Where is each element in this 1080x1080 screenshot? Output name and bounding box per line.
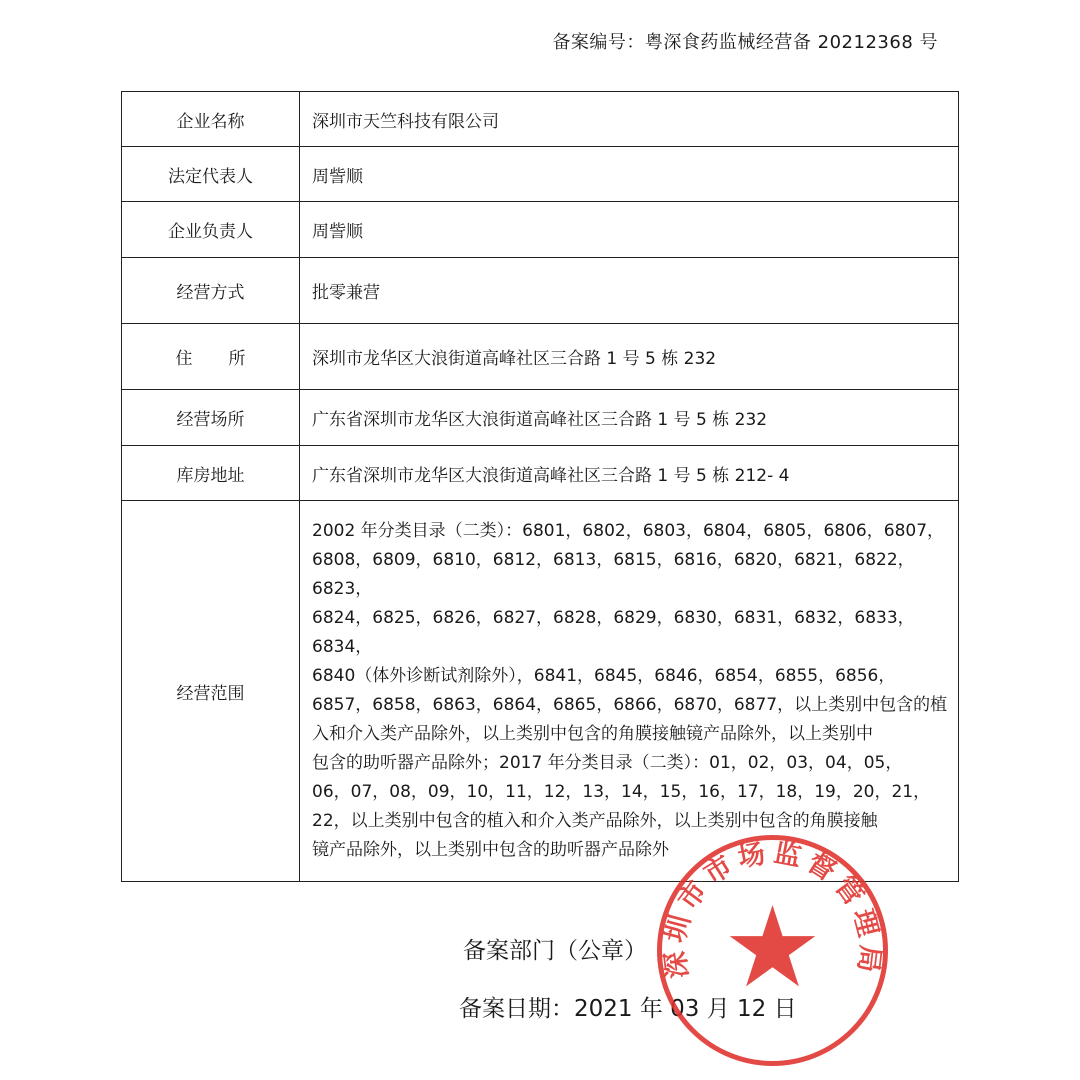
table-row-scope bbox=[122, 501, 959, 882]
scope-line: 镜产品除外，以上类别中包含的助听器产品除外 bbox=[312, 840, 669, 860]
scope-line: 2002 年分类目录（二类）：6801，6802，6803，6804，6805，6806，6807， bbox=[312, 521, 945, 541]
table-row bbox=[122, 147, 959, 202]
scope-line: 06，07，08，09，10，11，12，13，14，15，16，17，18，19，20，21， bbox=[312, 782, 931, 802]
table-row bbox=[122, 202, 959, 258]
scope-line: 6857，6858，6863，6864，6865，6866，6870，6877，以上类别中包含的植 bbox=[312, 695, 948, 715]
scope-line: 6808，6809，6810，6812，6813，6815，6816，6820，6821，6822，6823， bbox=[312, 550, 915, 599]
row-label: 法定代表人 bbox=[122, 147, 300, 202]
row-label: 企业名称 bbox=[122, 92, 300, 147]
business-scope bbox=[300, 501, 959, 882]
seal-text: 深圳市市场监督管理局 bbox=[659, 837, 886, 981]
row-value: 深圳市天竺科技有限公司 bbox=[300, 92, 959, 147]
row-label: 经营范围 bbox=[122, 501, 300, 882]
row-value: 深圳市龙华区大浪街道高峰社区三合路 1 号 5 栋 232 bbox=[300, 324, 959, 390]
row-label: 企业负责人 bbox=[122, 202, 300, 258]
row-label: 经营场所 bbox=[122, 390, 300, 446]
row-value: 批零兼营 bbox=[300, 258, 959, 324]
row-value: 广东省深圳市龙华区大浪街道高峰社区三合路 1 号 5 栋 232 bbox=[300, 390, 959, 446]
star-icon bbox=[730, 905, 816, 986]
filing-department: 备案部门（公章） bbox=[463, 938, 647, 964]
row-value: 周訾顺 bbox=[300, 147, 959, 202]
scope-line: 包含的助听器产品除外；2017 年分类目录（二类）：01，02，03，04，05， bbox=[312, 753, 903, 773]
scope-line: 22，以上类别中包含的植入和介入类产品除外，以上类别中包含的角膜接触 bbox=[312, 811, 878, 831]
table-row bbox=[122, 258, 959, 324]
row-label-text: 住所 bbox=[175, 349, 282, 369]
table-row bbox=[122, 324, 959, 390]
row-label: 库房地址 bbox=[122, 446, 300, 501]
scope-line: 入和介入类产品除外，以上类别中包含的角膜接触镜产品除外，以上类别中 bbox=[312, 724, 873, 744]
table-row bbox=[122, 92, 959, 147]
official-seal-stamp bbox=[655, 833, 890, 1068]
row-label bbox=[122, 324, 300, 390]
scope-line: 6824，6825，6826，6827，6828，6829，6830，6831，6832，6833，6834， bbox=[312, 608, 915, 657]
row-label: 经营方式 bbox=[122, 258, 300, 324]
filing-date: 备案日期：2021 年 03 月 12 日 bbox=[459, 996, 797, 1022]
table-row bbox=[122, 446, 959, 501]
scope-line: 6840（体外诊断试剂除外），6841，6845，6846，6854，6855，6856， bbox=[312, 666, 896, 686]
record-number: 备案编号：粤深食药监械经营备 20212368 号 bbox=[552, 32, 938, 53]
enterprise-info-table bbox=[121, 91, 959, 882]
table-row bbox=[122, 390, 959, 446]
row-value: 周訾顺 bbox=[300, 202, 959, 258]
row-value: 广东省深圳市龙华区大浪街道高峰社区三合路 1 号 5 栋 212- 4 bbox=[300, 446, 959, 501]
